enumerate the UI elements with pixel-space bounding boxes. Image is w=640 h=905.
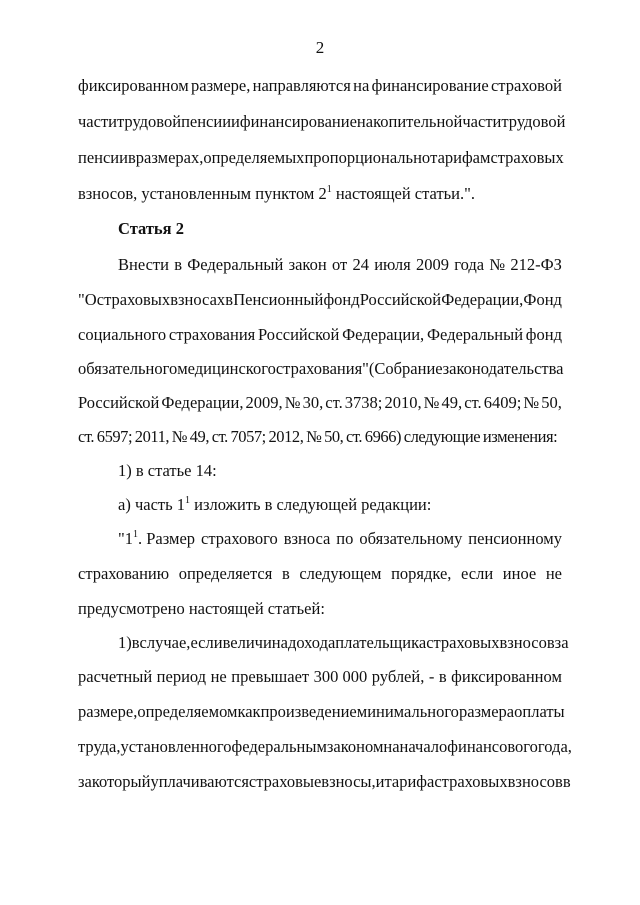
text-line: части трудовой пенсии и финансирование накопительной части трудовой bbox=[78, 112, 566, 131]
text-line: "$1^1$. Размер страхового взноса по обязательному пенсионному bbox=[118, 528, 562, 548]
text-line: труда, установленного федеральным законом на начало финансового года, bbox=[78, 737, 572, 756]
list-item: а) часть $1^1$ изложить в следующей редакции: bbox=[118, 494, 432, 514]
text-line: предусмотрено настоящей статьей: bbox=[78, 599, 325, 618]
text-line: размере, определяемом как произведение минимального размера оплаты bbox=[78, 702, 565, 721]
text-line: за который уплачиваются страховые взносы, и тарифа страховых взносов в bbox=[78, 772, 571, 791]
text-line: Внести в Федеральный закон от 24 июля 2009 года № 212-ФЗ bbox=[118, 255, 562, 274]
text-line: расчетный период не превышает 300 000 рублей, - в фиксированном bbox=[78, 667, 562, 686]
text-line: обязательного медицинского страхования" (Собрание законодательства bbox=[78, 359, 564, 378]
text-line: страхованию определяется в следующем порядке, если иное не bbox=[78, 564, 562, 583]
text-line: фиксированном размере, направляются на финансирование страховой bbox=[78, 76, 562, 95]
article-heading: Статья 2 bbox=[118, 219, 184, 238]
text-line: взносов, установленным пунктом $2^1$ настоящей статьи.". bbox=[78, 183, 475, 203]
text-line: Российской Федерации, 2009, № 30, ст. 3738; 2010, № 49, ст. 6409; № 50, bbox=[78, 393, 562, 412]
list-item: 1) в статье 14: bbox=[118, 461, 217, 480]
text-line: 1) в случае, если величина дохода плательщика страховых взносов за bbox=[118, 633, 569, 652]
text-line: социального страхования Российской Федерации, Федеральный фонд bbox=[78, 325, 562, 344]
text-line: ст. 6597; 2011, № 49, ст. 7057; 2012, № 50, ст. 6966) следующие изменения: bbox=[78, 427, 558, 446]
text-line: пенсии в размерах, определяемых пропорционально тарифам страховых bbox=[78, 148, 564, 167]
page-number: 2 bbox=[315, 38, 325, 57]
text-line: "О страховых взносах в Пенсионный фонд Российской Федерации, Фонд bbox=[78, 290, 562, 309]
